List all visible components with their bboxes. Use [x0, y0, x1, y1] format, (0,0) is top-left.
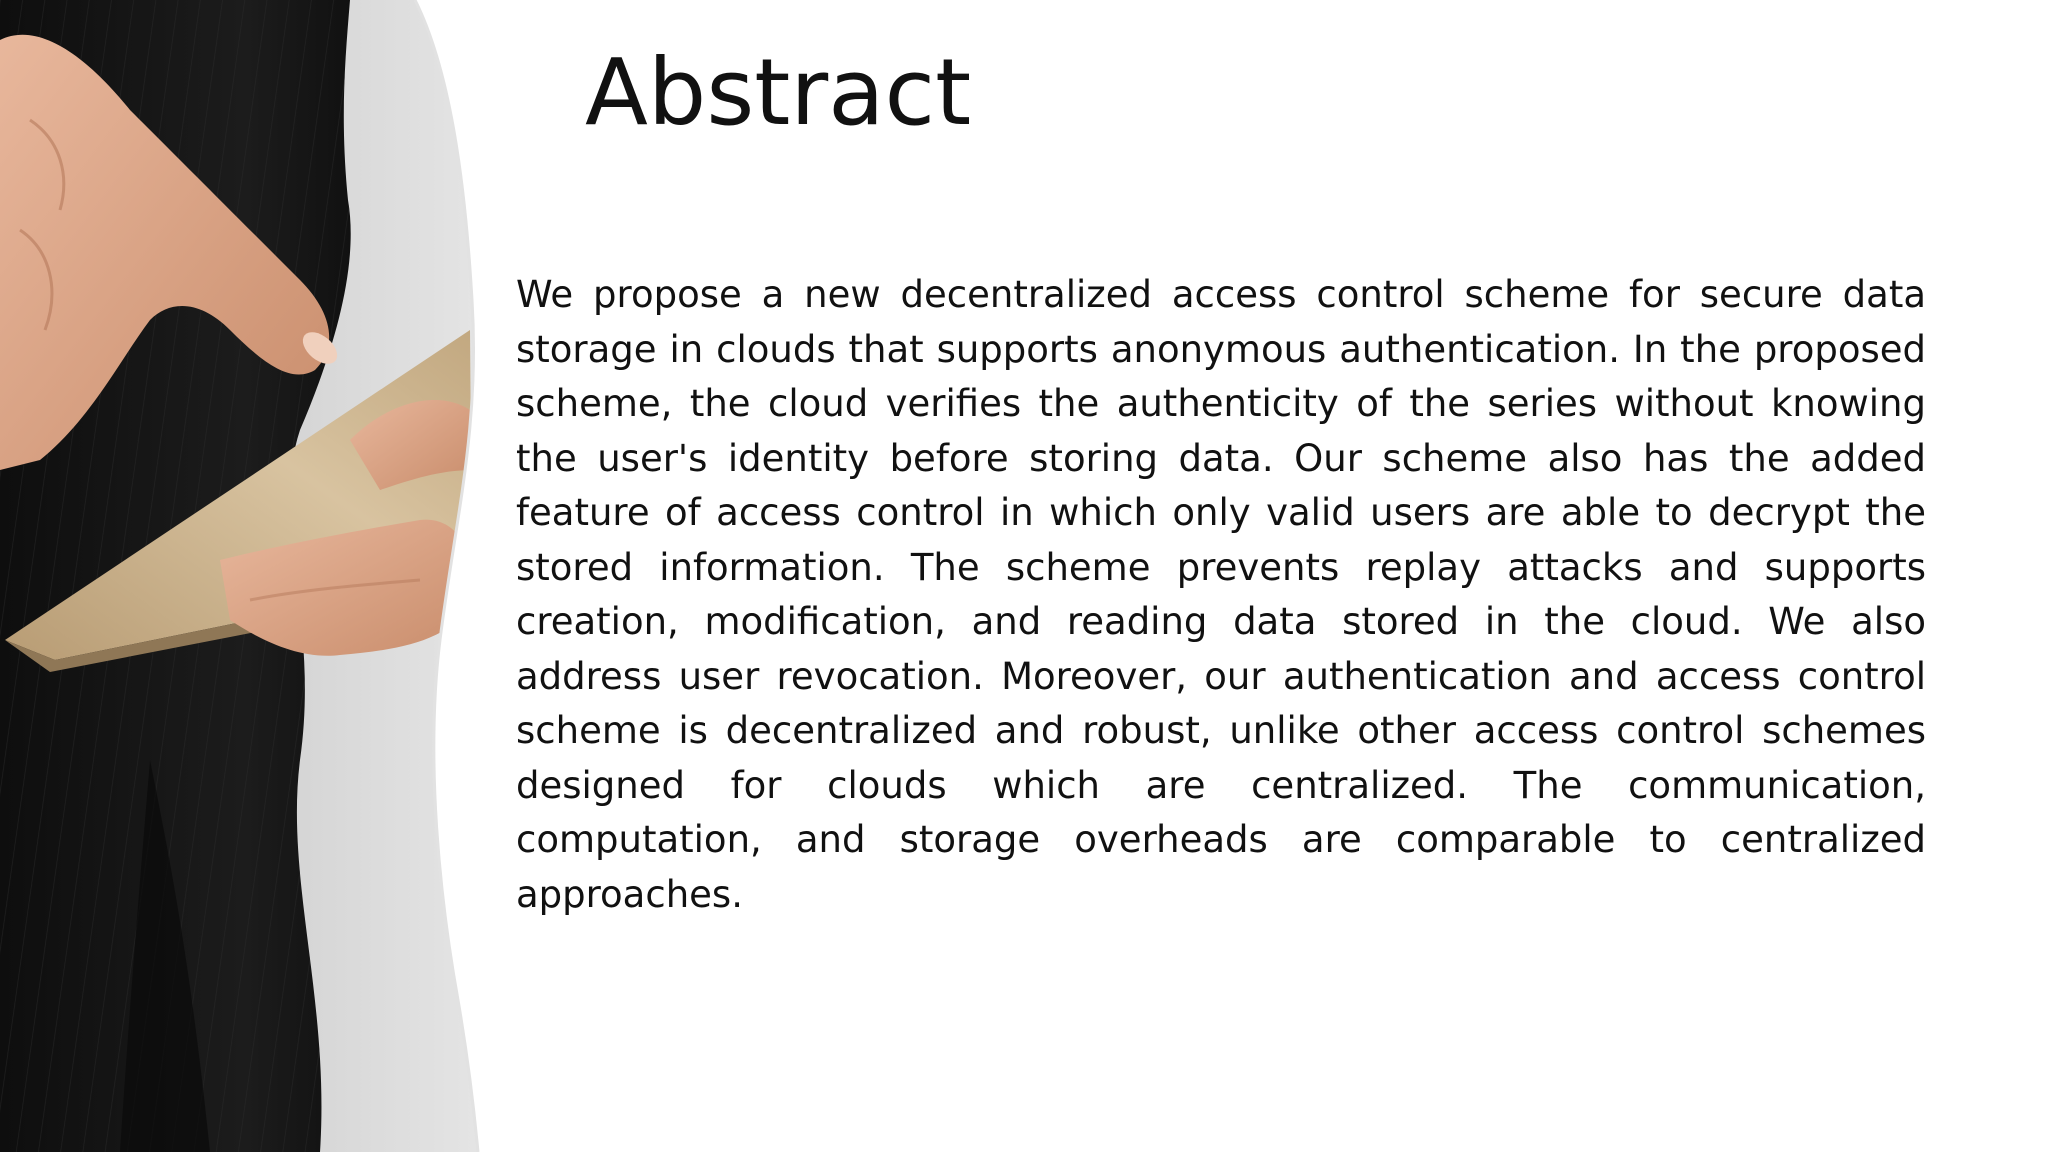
abstract-paragraph: We propose a new decentralized access control scheme for secure data storage in clouds that supports anonymous authentication. In the proposed scheme, the cloud verifies the authenticity of the series without knowing the user's identity before storing data. Our scheme also has the added feature of access control in which only valid users are able to decrypt the stored information. The scheme prevents replay attacks and supports creation, modification, and reading data stored in the cloud. We also address user revocation. Moreover, our authentication and access control scheme is decentralized and robust, unlike other access control schemes designed for clouds which are centralized. The communication, computation, and storage overheads are comparable to centralized approaches. — [516, 273, 1926, 916]
slide-title: Abstract — [585, 39, 972, 146]
